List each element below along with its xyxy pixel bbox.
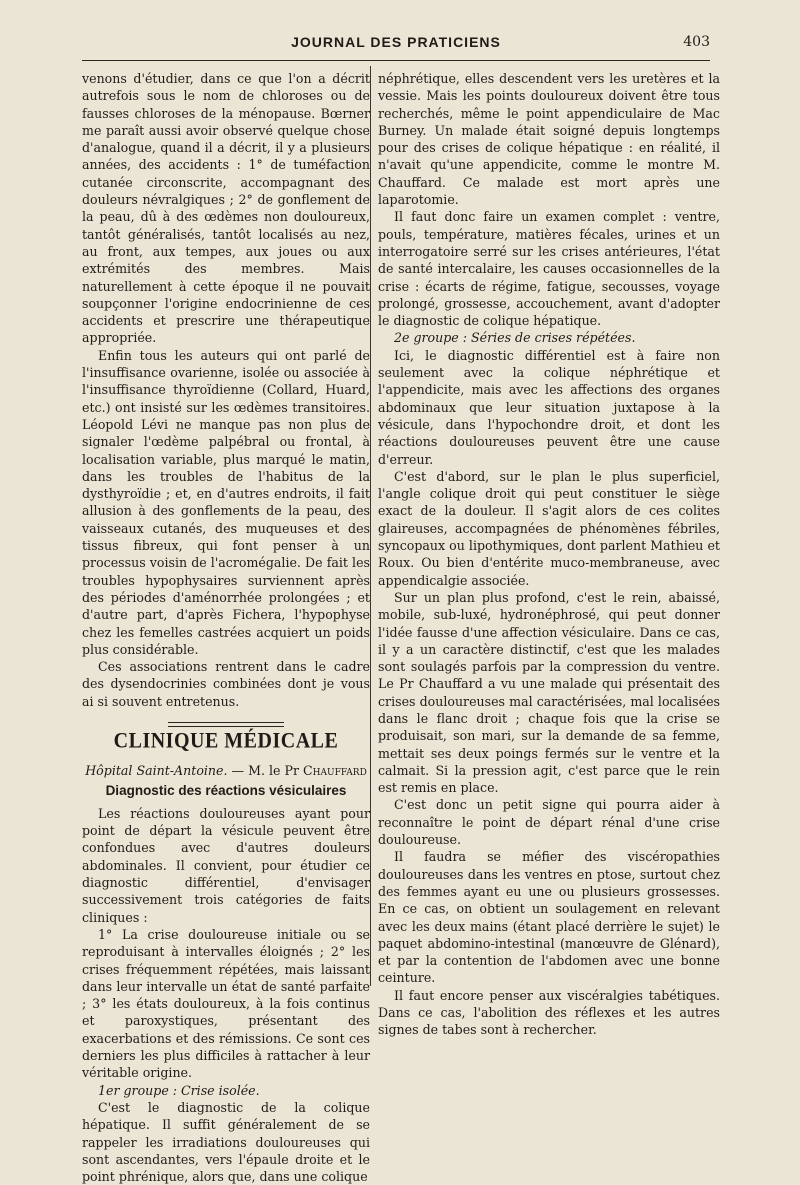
paragraph: Les réactions douloureuses ayant pour point de départ la vésicule peuvent être confondues avec d'autres douleurs abdominales. Il convient, pour étudier ce diagnostic différentiel, d'envisager successivement trois catégories de faits cliniques : — [82, 805, 370, 925]
journal-title: JOURNAL DES PRATICIENS — [291, 34, 501, 50]
author-prefix: — M. le Pr — [231, 763, 299, 779]
column-divider — [370, 66, 371, 986]
section-title: CLINIQUE MÉDICALE — [113, 728, 339, 754]
paragraph: Sur un plan plus profond, c'est le rein, abaissé, mobile, sub-luxé, hydronéphrosé, qui peut donner l'idée fausse d'une affection vésiculaire. Dans ce cas, il y a un caractère distinctif, c'est que les malades sont soulagés parfois par la compression du ventre. Le Pr Chauffard a vu une malade qui présentait des crises douloureuses mal caractérisées, mal localisées dans le flanc droit ; chaque fois que la crise se produisait, son mari, sur la demande de sa femme, mettait ses deux poings fermés sur le ventre et la calmait. Si la pression agit, c'est parce que le rein est remis en place. — [378, 589, 720, 796]
left-column — [82, 70, 370, 1185]
lecture-byline — [82, 762, 370, 779]
paragraph: venons d'étudier, dans ce que l'on a décrit autrefois sous le nom de chloroses ou de fausses chloroses de la ménopause. Bœrner me paraît aussi avoir observé quelque chose d'analogue, quand il a décrit, il y a plusieurs années, des accidents : 1° de tuméfaction cutanée circonscrite, accompagnant des douleurs névralgiques ; 2° de gonflement de la peau, dû à des œdèmes non douloureux, tantôt généralisés, tantôt localisés au nez, au front, aux tempes, aux joues ou aux extrémités des membres. Mais naturellement à cette époque il ne pouvait soupçonner l'origine endocrinienne de ces accidents et prescrire une thérapeutique appropriée. — [82, 71, 370, 346]
paragraph: néphrétique, elles descendent vers les uretères et la vessie. Mais les points douloureux doivent être tous recherchés, même le point appendiculaire de Mac Burney. Un malade était soigné depuis longtemps pour des crises de colique hépatique : en réalité, il n'avait qu'une appendicite, comme le montre M. Chauffard. Ce malade est mort après une laparotomie. — [378, 71, 720, 208]
hospital-name: Hôpital Saint-Antoine. — [85, 763, 228, 779]
paragraph: Ici, le diagnostic différentiel est à faire non seulement avec la colique néphrétique et l'appendicite, mais avec les affections des organes abdominaux que leur situation juxtapose à la vésicule, dans l'hypochondre droit, et dont les réactions douloureuses peuvent être une cause d'erreur. — [378, 347, 720, 467]
group-heading: 2e groupe : Séries de crises répétées. — [394, 330, 636, 346]
page-number: 403 — [683, 34, 710, 50]
section-separator — [168, 722, 284, 727]
paragraph: Enfin tous les auteurs qui ont parlé de l'insuffisance ovarienne, isolée ou associée à l'insuffisance thyroïdienne (Collard, Huard, etc.) ont insisté sur les œdèmes transitoires. Léopold Lévi ne manque pas non plus de signaler l'œdème palpébral ou frontal, à localisation variable, plus marqué le matin, dans les troubles de l'habitus de la dysthyroïdie ; et, en d'autres endroits, il fait allusion à des gonflements de la peau, des vaisseaux cutanés, des muqueuses et des tissus fibreux, qui font penser à un processus voisin de l'acromégalie. De fait les troubles hypophysaires surviennent après des périodes d'aménorrhée prolongées ; et d'autre part, d'après Fichera, l'hypophyse chez les femelles castrées acquiert un poids plus considérable. — [82, 347, 370, 657]
paragraph: Il faudra se méfier des viscéropathies douloureuses dans les ventres en ptose, surtout chez des femmes ayant eu une ou plusieurs grossesses. En ce cas, on obtient un soulagement en relevant avec les deux mains (étant placé derrière le sujet) le paquet abdomino-intestinal (manœuvre de Glénard), et par la contention de l'abdomen avec une bonne ceinture. — [378, 849, 720, 986]
right-column — [378, 70, 720, 1039]
paragraph: Ces associations rentrent dans le cadre des dysendocrinies combinées dont je vous ai si souvent entretenus. — [82, 659, 370, 709]
paragraph: C'est d'abord, sur le plan le plus superficiel, l'angle colique droit qui peut constituer le siège exact de la douleur. Il s'agit alors de ces colites glaireuses, accompagnées de phénomènes fébriles, syncopaux ou lipothymiques, dont parlent Mathieu et Roux. Ou bien d'entérite muco-membraneuse, avec appendicalgie associée. — [378, 468, 720, 588]
page-header — [82, 34, 710, 61]
paragraph: Il faut donc faire un examen complet : ventre, pouls, température, matières fécales, urines et un interrogatoire serré sur les crises antérieures, l'état de santé intercalaire, les causes occasionnelles de la crise : écarts de régime, fatigue, secousses, voyage prolongé, grossesse, accouchement, avant d'adopter le diagnostic de colique hépatique. — [378, 209, 720, 329]
paragraph: 1° La crise douloureuse initiale ou se reproduisant à intervalles éloignés ; 2° les crises fréquemment répétées, mais laissant dans leur intervalle un état de santé parfaite ; 3° les états douloureux, à la fois continus et paroxystiques, présentant des exacerbations et des rémissions. Ce sont ces derniers les plus difficiles à rattacher à leur véritable origine. — [82, 926, 370, 1081]
paragraph: C'est donc un petit signe qui pourra aider à reconnaître le point de départ rénal d'une crise douloureuse. — [378, 797, 720, 848]
paragraph: Il faut encore penser aux viscéralgies tabétiques. Dans ce cas, l'abolition des réflexes et les autres signes de tabes sont à rechercher. — [378, 987, 720, 1038]
group-heading: 1er groupe : Crise isolée. — [98, 1082, 260, 1098]
article-subtitle: Diagnostic des réactions vésiculaires — [105, 782, 347, 798]
paragraph: C'est le diagnostic de la colique hépatique. Il suffit généralement de se rappeler les irradiations douloureuses qui sont ascendantes, vers l'épaule droite et le point phrénique, alors que, dans une colique — [82, 1099, 370, 1185]
author-name: Chauffard — [303, 763, 367, 779]
